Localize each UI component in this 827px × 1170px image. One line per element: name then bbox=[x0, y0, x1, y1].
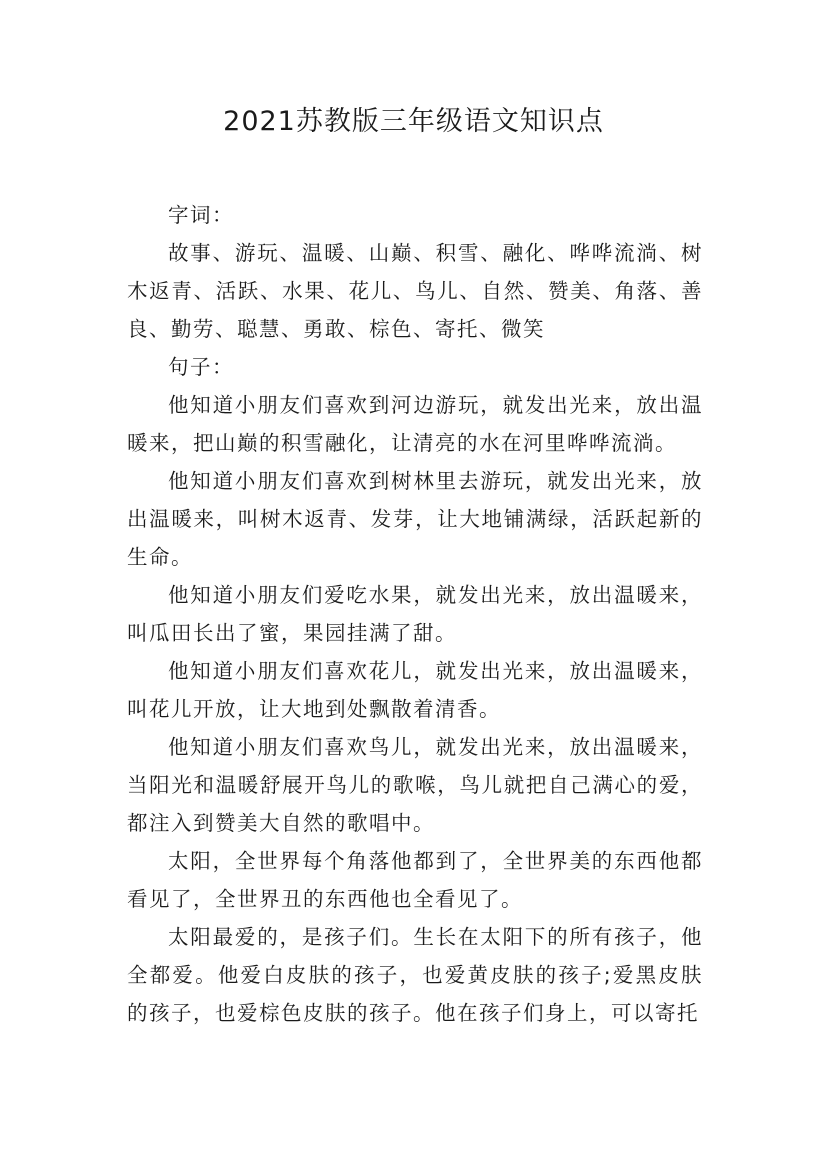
sentence-paragraph: 他知道小朋友们喜欢到河边游玩，就发出光来，放出温暖来，把山巅的积雪融化，让清亮的水在河里哗哗流淌。 bbox=[127, 393, 703, 455]
sentence-paragraph: 他知道小朋友们爱吃水果，就发出光来，放出温暖来，叫瓜田长出了蜜，果园挂满了甜。 bbox=[127, 583, 703, 645]
sentence-paragraph: 他知道小朋友们喜欢花儿，就发出光来，放出温暖来，叫花儿开放，让大地到处飘散着清香。 bbox=[127, 659, 703, 721]
section-heading-sentences: 句子： bbox=[168, 355, 234, 379]
sentence-paragraph: 太阳最爱的，是孩子们。生长在太阳下的所有孩子，他全都爱。他爱白皮肤的孩子，也爱黄皮肤的孩子;爱黑皮肤的孩子，也爱棕色皮肤的孩子。他在孩子们身上，可以寄托 bbox=[127, 925, 703, 1025]
document-title: 2021苏教版三年级语文知识点 bbox=[223, 106, 604, 137]
sentence-paragraph: 他知道小朋友们喜欢鸟儿，就发出光来，放出温暖来，当阳光和温暖舒展开鸟儿的歌喉，鸟儿就把自己满心的爱，都注入到赞美大自然的歌唱中。 bbox=[127, 735, 703, 835]
sentence-paragraph: 太阳，全世界每个角落他都到了，全世界美的东西他都看见了，全世界丑的东西他也全看见了。 bbox=[127, 849, 703, 911]
section-heading-words: 字词： bbox=[168, 203, 234, 227]
word-list-paragraph: 故事、游玩、温暖、山巅、积雪、融化、哗哗流淌、树木返青、活跃、水果、花儿、鸟儿、自然、赞美、角落、善良、勤劳、聪慧、勇敢、棕色、寄托、微笑 bbox=[127, 241, 703, 341]
document-body bbox=[127, 196, 703, 1032]
sentence-paragraph: 他知道小朋友们喜欢到树林里去游玩，就发出光来，放出温暖来，叫树木返青、发芽，让大地铺满绿，活跃起新的生命。 bbox=[127, 469, 703, 569]
